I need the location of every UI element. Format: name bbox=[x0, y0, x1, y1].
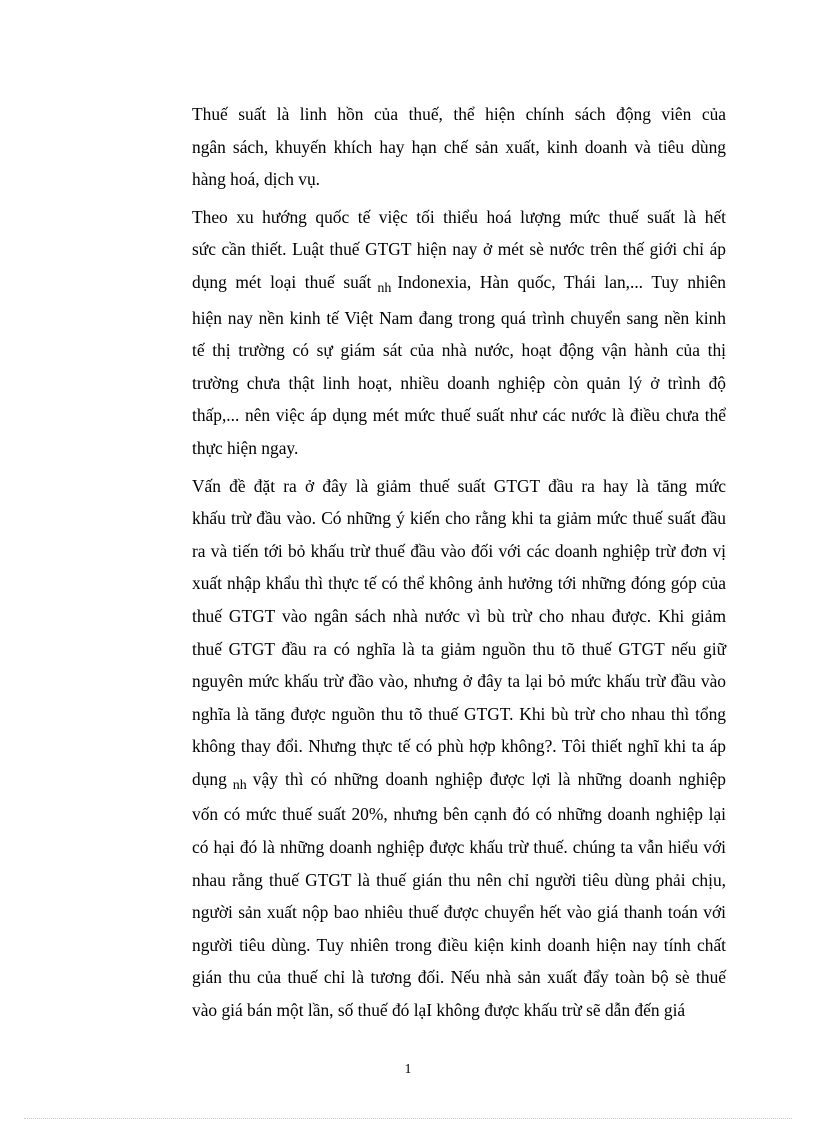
text-line bbox=[144, 763, 726, 799]
text-line: người tiêu dùng. Tuy nhiên trong điều kiện kinh doanh hiện nay tính chất bbox=[192, 934, 726, 955]
text-line: trường chưa thật linh hoạt, nhiều doanh nghiệp còn quản lý ở trình độ bbox=[192, 372, 726, 393]
text-line: vốn có mức thuế suất 20%, nhưng bên cạnh đó có những doanh nghiệp lại bbox=[192, 804, 726, 825]
body-text bbox=[144, 98, 726, 1032]
page-divider bbox=[24, 1118, 792, 1119]
text-fragment: dụng mét loại thuế suất bbox=[192, 271, 372, 292]
text-line: người sản xuất nộp bao nhiêu thuế được chuyển hết vào giá thanh toán với bbox=[192, 902, 726, 923]
text-line: nguyên mức khấu trừ đầo vào, nhưng ở đây ta lại bỏ mức khấu trừ đầu vào bbox=[192, 671, 726, 692]
text-line: xuất nhập khẩu thì thực tế có thể không ảnh hưởng tới những đóng góp của bbox=[192, 573, 726, 594]
text-line bbox=[144, 266, 726, 302]
text-line: không thay đổi. Nhưng thực tế có phù hợp không?. Tôi thiết nghĩ khi ta áp bbox=[192, 736, 726, 757]
text-line: sức cần thiết. Luật thuế GTGT hiện nay ở mét sè nước trên thế giới chỉ áp bbox=[192, 239, 726, 260]
text-line: Thuế suất là linh hồn của thuế, thể hiện chính sách động viên của bbox=[192, 104, 726, 124]
text-line: thực hiện ngay. bbox=[192, 437, 299, 458]
text-line: Vấn đề đặt ra ở đây là giảm thuế suất GTGT đầu ra hay là tăng mức bbox=[192, 475, 726, 496]
small-text-fragment: nh bbox=[232, 777, 247, 793]
text-line: nghĩa là tăng được nguồn thu tõ thuế GTGT. Khi bù trừ cho nhau thì tổng bbox=[192, 703, 726, 724]
page-number: 1 bbox=[404, 1062, 412, 1077]
text-line: vào giá bán một lần, số thuế đó lạI không được khấu trừ sẽ dẫn đến giá bbox=[192, 1000, 686, 1021]
text-fragment: dụng bbox=[192, 768, 227, 789]
text-line: hiện nay nền kinh tế Việt Nam đang trong quá trình chuyển sang nền kinh bbox=[192, 307, 726, 328]
text-line: có hại đó là những doanh nghiệp được khấu trừ thuế. chúng ta vẫn hiểu với bbox=[192, 837, 726, 858]
text-line: tế thị trường có sự giám sát của nhà nước, hoạt động vận hành của thị bbox=[192, 340, 726, 361]
text-line: khấu trừ đầu vào. Có những ý kiến cho rằng khi ta giảm mức thuế suất đầu bbox=[192, 508, 726, 529]
text-line: thấp,... nên việc áp dụng mét mức thuế suất như các nước là điều chưa thể bbox=[192, 405, 726, 426]
text-line: hàng hoá, dịch vụ. bbox=[192, 169, 320, 190]
small-text-fragment: nh bbox=[377, 280, 392, 296]
text-line: ngân sách, khuyến khích hay hạn chế sản xuất, kinh doanh và tiêu dùng bbox=[192, 136, 726, 157]
paragraph-2 bbox=[144, 201, 726, 465]
text-fragment: vậy thì có những doanh nghiệp được lợi là những doanh nghiệp bbox=[252, 768, 726, 789]
text-line: thuế GTGT vào ngân sách nhà nước vì bù trừ cho nhau được. Khi giảm bbox=[192, 605, 726, 626]
text-line: nhau rằng thuế GTGT là thuế gián thu nên chỉ người tiêu dùng phải chịu, bbox=[192, 869, 726, 890]
text-line: gián thu của thuế chỉ là tương đối. Nếu nhà sản xuất đẩy toàn bộ sè thuế bbox=[192, 967, 726, 988]
text-line: Theo xu hướng quốc tế việc tối thiểu hoá lượng mức thuế suất là hết bbox=[192, 206, 726, 227]
text-line: thuế GTGT đầu ra có nghĩa là ta giảm nguồn thu tõ thuế GTGT nếu giữ bbox=[192, 638, 726, 659]
text-fragment: Indonexia, Hàn quốc, Thái lan,... Tuy nhiên bbox=[397, 271, 726, 292]
text-line: ra và tiến tới bỏ khấu trừ thuế đầu vào đối với các doanh nghiệp trừ đơn vị bbox=[192, 540, 726, 561]
paragraph-3 bbox=[144, 470, 726, 1027]
paragraph-1 bbox=[144, 98, 726, 196]
